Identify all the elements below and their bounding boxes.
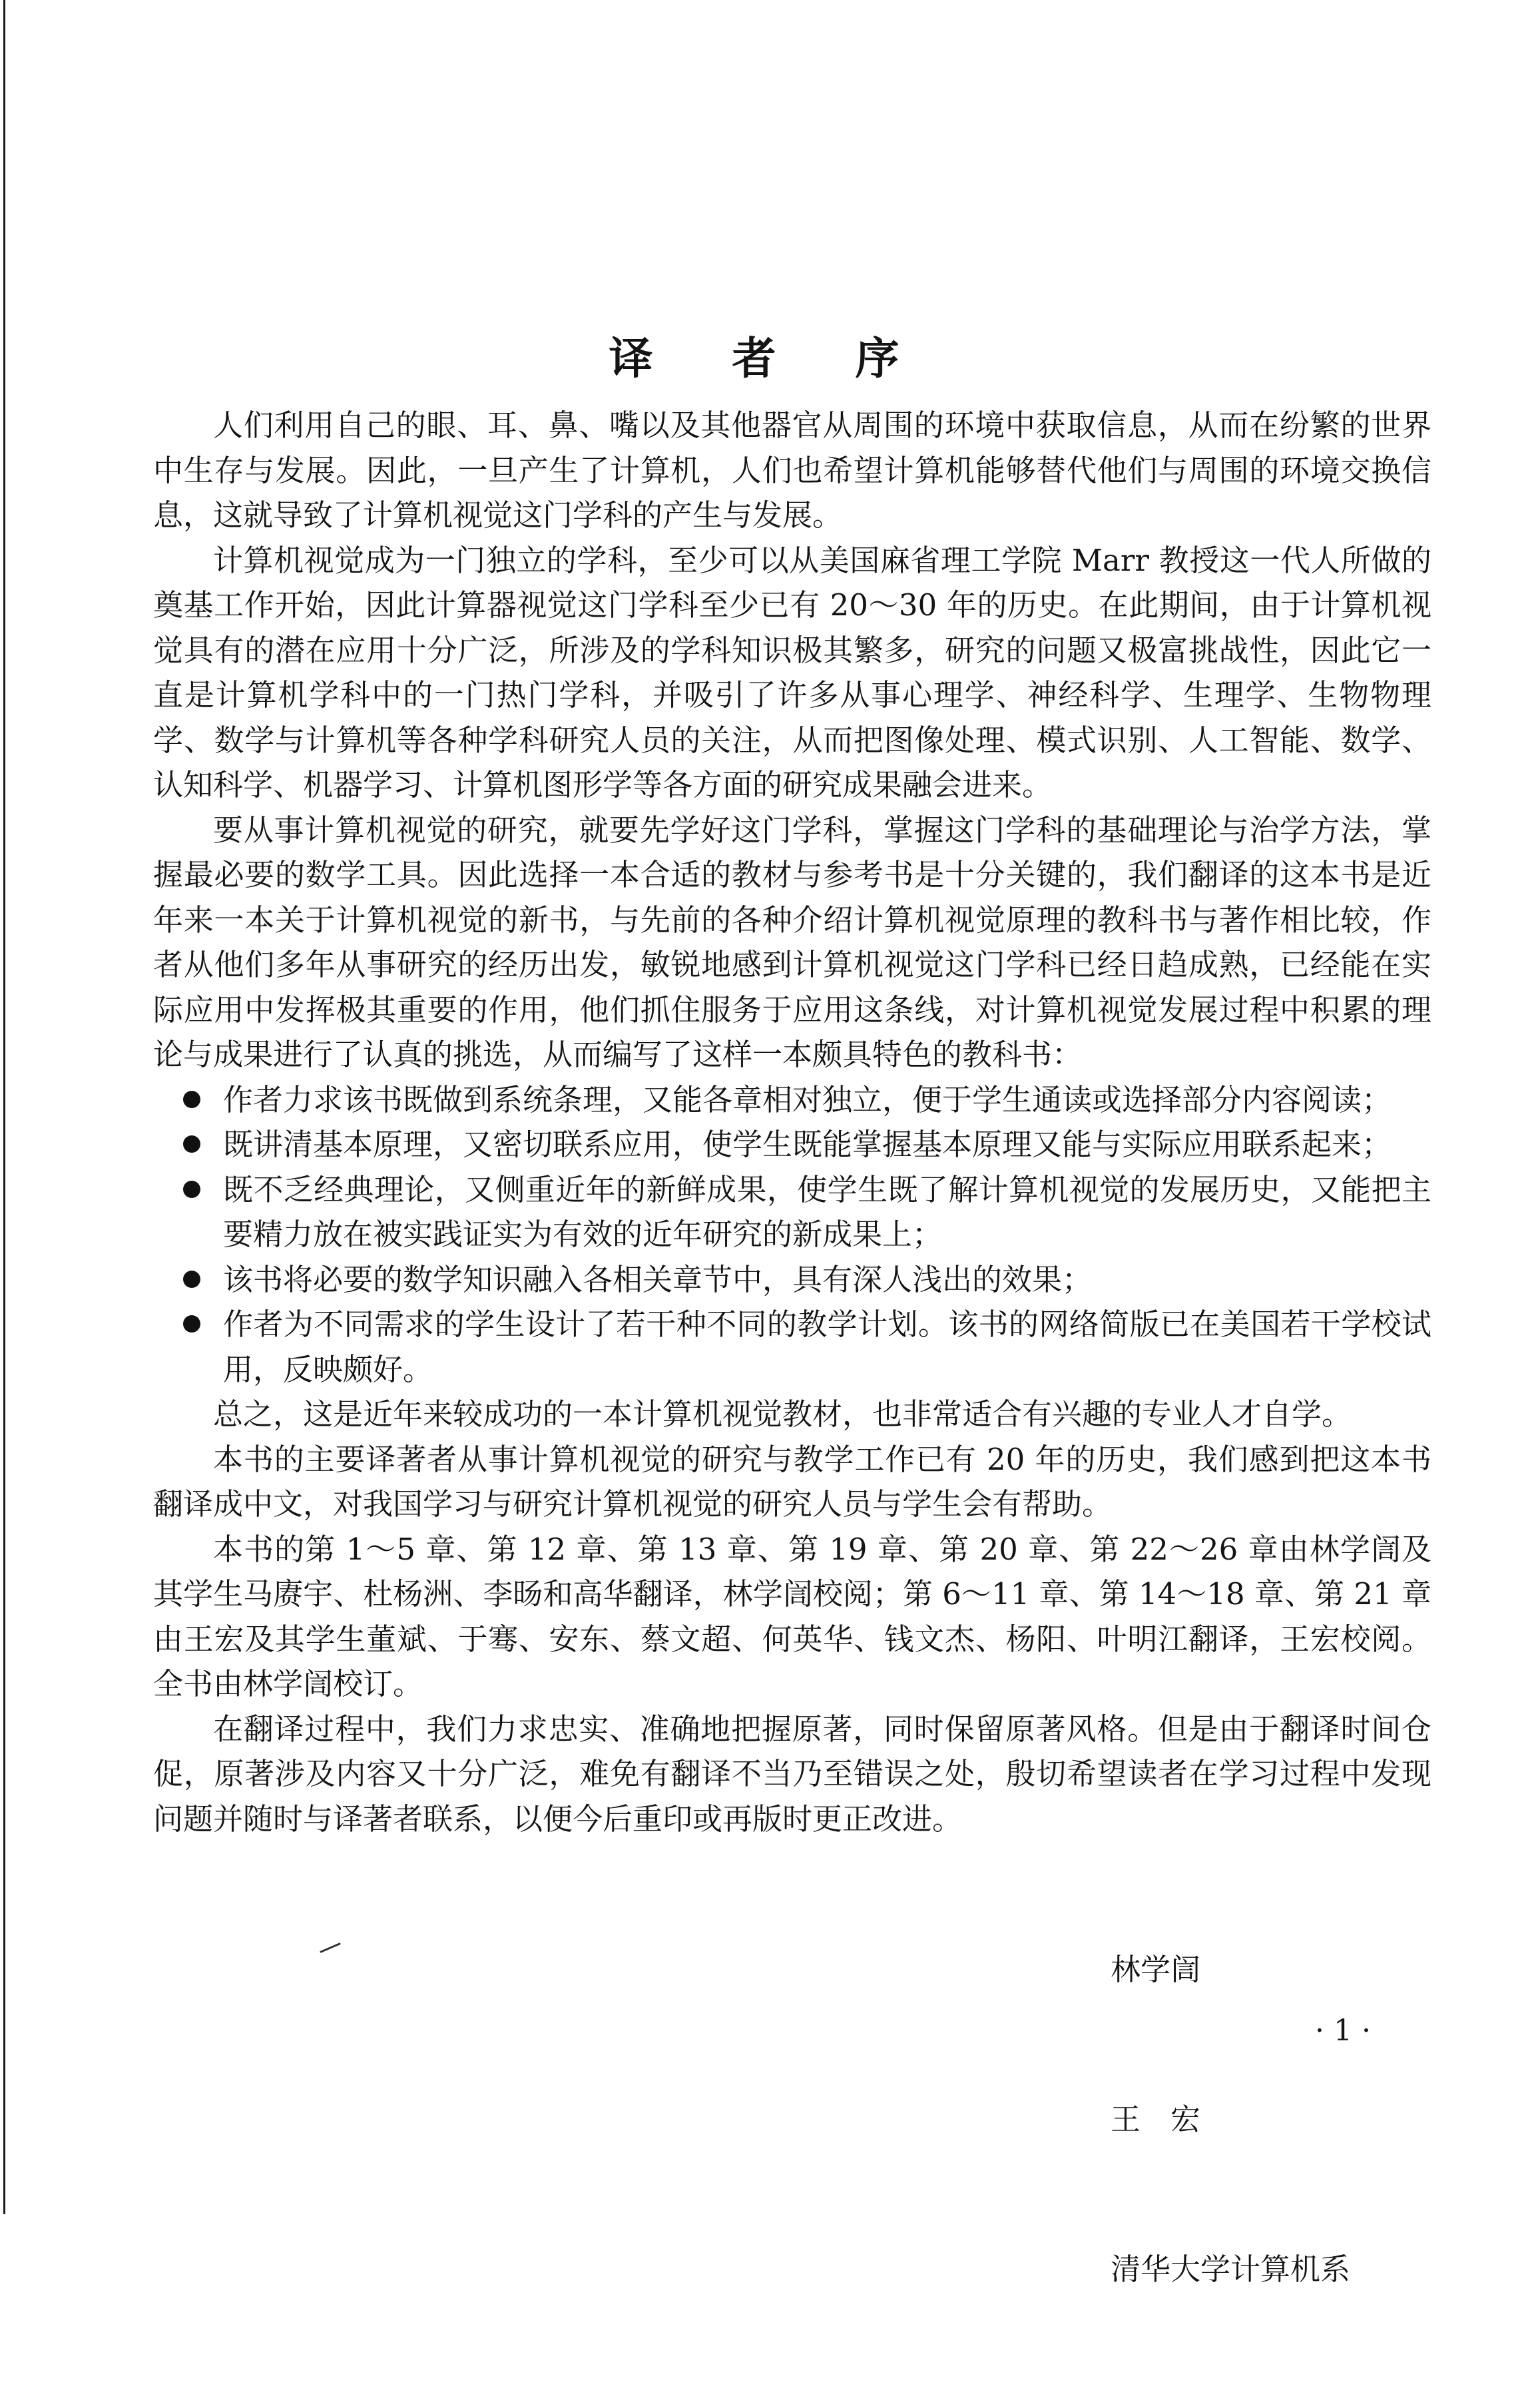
bullet-icon — [183, 1181, 200, 1198]
list-item-text: 既讲清基本原理，又密切联系应用，使学生既能掌握基本原理又能与实际应用联系起来； — [223, 1127, 1392, 1162]
translator-name: 林学訚 — [1111, 1952, 1201, 1987]
list-item-text: 既不乏经典理论，又侧重近年的新鲜成果，使学生既了解计算机视觉的发展历史，又能把主要精力放在被实践证实为有效的近年研究的新成果上； — [223, 1171, 1431, 1252]
list-item-text: 该书将必要的数学知识融入各相关章节中，具有深人浅出的效果； — [223, 1261, 1093, 1297]
paragraph: 人们利用自己的眼、耳、鼻、嘴以及其他器官从周围的环境中获取信息，从而在纷繁的世界中生存与发展。因此，一旦产生了计算机，人们也希望计算机能够替代他们与周围的环境交换信息，这就导致了计算机视觉这门学科的产生与发展。 — [153, 408, 1431, 533]
translator-name: 王 宏 — [1111, 2102, 1201, 2137]
feature-list — [153, 1077, 1431, 1392]
bullet-icon — [183, 1271, 200, 1288]
preface-body — [153, 403, 1431, 1841]
pen-stroke-mark — [320, 1941, 346, 1954]
list-item — [183, 1302, 1431, 1392]
list-item-text: 作者力求该书既做到系统条理，又能各章相对独立，便于学生通读或选择部分内容阅读； — [223, 1081, 1392, 1117]
paragraph: 本书的第 1～5 章、第 12 章、第 13 章、第 19 章、第 20 章、第 22～26 章由林学訚及其学生马赓宇、杜杨洲、李旸和高华翻译，林学訚校阅；第 6～11 章、第 14～18 章、第 21 章由王宏及其学生董斌、于骞、安东、蔡文超、何英华、钱文杰、杨阳、叶明江翻译，王宏校阅。全书由林学訚校订。 — [153, 1531, 1431, 1701]
list-item — [183, 1257, 1431, 1303]
page-title: 译 者 序 — [609, 333, 931, 385]
paragraph: 要从事计算机视觉的研究，就要先学好这门学科，掌握这门学科的基础理论与治学方法，掌握最必要的数学工具。因此选择一本合适的教材与参考书是十分关键的，我们翻译的这本书是近年来一本关于计算机视觉的新书，与先前的各种介绍计算机视觉原理的教科书与著作相比较，作者从他们多年从事研究的经历出发，敏锐地感到计算机视觉这门学科已经日趋成熟，已经能在实际应用中发挥极其重要的作用，他们抓住服务于应用这条线，对计算机视觉发展过程中积累的理论与成果进行了认真的挑选，从而编写了这样一本颇具特色的教科书： — [153, 812, 1431, 1072]
bullet-icon — [183, 1135, 200, 1153]
page-number: · 1 · — [1315, 2014, 1371, 2048]
paragraph: 在翻译过程中，我们力求忠实、准确地把握原著，同时保留原著风格。但是由于翻译时间仓促，原著涉及内容又十分广泛，难免有翻译不当乃至错误之处，殷切希望读者在学习过程中发现问题并随时与译著者联系，以便今后重印或再版时更正改进。 — [153, 1711, 1431, 1837]
bullet-icon — [183, 1315, 200, 1333]
paragraph: 本书的主要译著者从事计算机视觉的研究与教学工作已有 20 年的历史，我们感到把这本书翻译成中文，对我国学习与研究计算机视觉的研究人员与学生会有帮助。 — [153, 1441, 1431, 1522]
list-item — [183, 1077, 1431, 1123]
list-item — [183, 1167, 1431, 1257]
paragraph: 计算机视觉成为一门独立的学科，至少可以从美国麻省理工学院 Marr 教授这一代人所做的奠基工作开始，因此计算器视觉这门学科至少已有 20～30 年的历史。在此期间，由于计算机视觉具有的潜在应用十分广泛，所涉及的学科知识极其繁多，研究的问题又极富挑战性，因此它一直是计算机学科中的一门热门学科，并吸引了许多从事心理学、神经科学、生理学、生物物理学、数学与计算机等各种学科研究人员的关注，从而把图像处理、模式识别、人工智能、数学、认知科学、机器学习、计算机图形学等各方面的研究成果融会进来。 — [153, 542, 1431, 802]
affiliation: 清华大学计算机系 — [1111, 2251, 1351, 2287]
signature-block — [1111, 1845, 1350, 2394]
paragraph: 总之，这是近年来较成功的一本计算机视觉教材，也非常适合有兴趣的专业人才自学。 — [213, 1396, 1352, 1432]
list-item — [183, 1122, 1431, 1167]
bullet-icon — [183, 1091, 200, 1108]
list-item-text: 作者为不同需求的学生设计了若干种不同的教学计划。该书的网络简版已在美国若干学校试用，反映颇好。 — [223, 1307, 1431, 1387]
